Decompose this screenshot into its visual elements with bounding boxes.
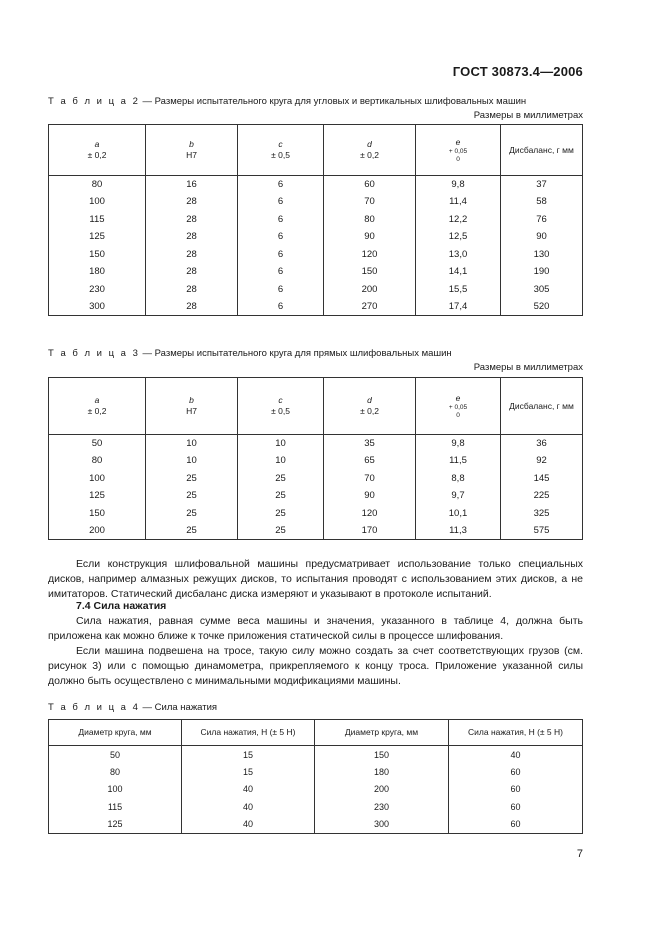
column-tolerance: ± 0,2 — [87, 406, 107, 416]
table-cell: 28 — [146, 263, 238, 281]
table-cell: 9,7 — [416, 487, 501, 505]
table-cell: 25 — [146, 470, 238, 488]
column-tolerance: + 0,05 — [448, 147, 468, 155]
table-cell: 25 — [238, 470, 324, 488]
table-row — [49, 228, 583, 246]
table-row — [49, 781, 583, 799]
table3-header-cell — [238, 378, 324, 435]
table3-header-cell — [324, 378, 416, 435]
table4-caption — [48, 702, 217, 713]
table-cell: 200 — [49, 522, 146, 540]
table-row — [49, 246, 583, 264]
table-cell: 65 — [324, 452, 416, 470]
table2-header-cell — [49, 125, 146, 176]
table-cell: 300 — [315, 816, 449, 834]
table-cell: 80 — [49, 176, 146, 194]
table4 — [48, 719, 583, 834]
table-cell: 25 — [238, 487, 324, 505]
table-cell: 115 — [49, 798, 182, 816]
column-tolerance: ± 0,5 — [271, 406, 290, 416]
table-cell: 12,2 — [416, 211, 501, 229]
column-symbol: b — [189, 139, 194, 149]
table-cell: 70 — [324, 193, 416, 211]
table-cell: 6 — [238, 193, 324, 211]
table-cell: 92 — [501, 452, 583, 470]
table-cell: 200 — [315, 781, 449, 799]
table-cell: 28 — [146, 298, 238, 316]
table-cell: 70 — [324, 470, 416, 488]
column-symbol: e — [455, 392, 461, 403]
page-number: 7 — [576, 848, 583, 860]
table-cell: 10 — [238, 452, 324, 470]
table-cell: 90 — [501, 228, 583, 246]
table-cell: 9,8 — [416, 435, 501, 453]
table4-label: Т а б л и ц а 4 — [48, 702, 140, 713]
table-cell: 325 — [501, 505, 583, 523]
table-cell: 17,4 — [416, 298, 501, 316]
table-cell: 80 — [49, 763, 182, 781]
table-cell: 12,5 — [416, 228, 501, 246]
table-cell: 100 — [49, 781, 182, 799]
table-cell: 300 — [49, 298, 146, 316]
column-symbol: e — [455, 136, 461, 147]
table-row — [49, 798, 583, 816]
table3 — [48, 377, 583, 540]
column-symbol: c — [278, 139, 283, 149]
table4-header-row — [49, 720, 583, 746]
table-cell: 50 — [49, 746, 182, 764]
table-cell: 40 — [182, 798, 315, 816]
table-cell: 35 — [324, 435, 416, 453]
table-cell: 90 — [324, 228, 416, 246]
table3-header-cell — [416, 378, 501, 435]
table-row — [49, 298, 583, 316]
table-cell: 60 — [324, 176, 416, 194]
table-row — [49, 505, 583, 523]
table-cell: 10,1 — [416, 505, 501, 523]
table3-caption — [48, 348, 452, 359]
table-cell: 575 — [501, 522, 583, 540]
table-row — [49, 746, 583, 764]
table-row — [49, 263, 583, 281]
table-cell: 28 — [146, 228, 238, 246]
table2-header-cell: Дисбаланс, г мм — [501, 125, 583, 176]
column-symbol: b — [189, 395, 194, 405]
table4-header-cell: Диаметр круга, мм — [315, 720, 449, 746]
section-title-7-4: 7.4 Сила нажатия — [76, 600, 167, 612]
table-row — [49, 522, 583, 540]
table-cell: 37 — [501, 176, 583, 194]
table-cell: 11,5 — [416, 452, 501, 470]
table-row — [49, 816, 583, 834]
table-cell: 520 — [501, 298, 583, 316]
table-cell: 180 — [315, 763, 449, 781]
table-cell: 230 — [315, 798, 449, 816]
table-cell: 10 — [238, 435, 324, 453]
table-cell: 58 — [501, 193, 583, 211]
table-cell: 11,3 — [416, 522, 501, 540]
table4-header-cell: Сила нажатия, Н (± 5 Н) — [449, 720, 583, 746]
table-cell: 120 — [324, 246, 416, 264]
table-cell: 28 — [146, 211, 238, 229]
table-cell: 6 — [238, 211, 324, 229]
table2-label: Т а б л и ц а 2 — [48, 96, 140, 107]
table-cell: 9,8 — [416, 176, 501, 194]
table2 — [48, 124, 583, 316]
column-tolerance: H7 — [186, 406, 197, 416]
table-cell: 125 — [49, 228, 146, 246]
table-cell: 60 — [449, 763, 583, 781]
table3-header-row — [49, 378, 583, 435]
table-cell: 270 — [324, 298, 416, 316]
column-tolerance-lower: 0 — [456, 155, 460, 163]
table-row — [49, 193, 583, 211]
table-row — [49, 435, 583, 453]
table-cell: 60 — [449, 816, 583, 834]
column-symbol: a — [94, 139, 100, 149]
table2-header-cell — [238, 125, 324, 176]
column-symbol: d — [367, 395, 372, 405]
table2-header-cell — [324, 125, 416, 176]
table3-header-cell — [49, 378, 146, 435]
table-cell: 230 — [49, 281, 146, 299]
table-cell: 225 — [501, 487, 583, 505]
paragraph-custom-discs: Если конструкция шлифовальной машины предусматривает использование только специальных дисков, например алмазных режущих дисков, то испытания проводят с использованием этих дисков, а не имитаторов. Статический дисбаланс диска измеряют и указывают в протоколе испытаний. — [48, 558, 583, 600]
table3-header-cell — [146, 378, 238, 435]
table-cell: 11,4 — [416, 193, 501, 211]
column-tolerance: + 0,05 — [448, 403, 468, 411]
table-cell: 28 — [146, 246, 238, 264]
table2-header-cell — [416, 125, 501, 176]
table-cell: 100 — [49, 193, 146, 211]
table-cell: 6 — [238, 263, 324, 281]
column-symbol: c — [278, 395, 283, 405]
table-cell: 6 — [238, 281, 324, 299]
document-code: ГОСТ 30873.4—2006 — [452, 64, 583, 79]
column-tolerance: ± 0,2 — [87, 150, 107, 160]
table-cell: 50 — [49, 435, 146, 453]
table-cell: 125 — [49, 487, 146, 505]
table-cell: 80 — [324, 211, 416, 229]
table-cell: 16 — [146, 176, 238, 194]
column-tolerance: ± 0,2 — [360, 150, 379, 160]
table-cell: 15 — [182, 763, 315, 781]
table-cell: 60 — [449, 798, 583, 816]
table-cell: 13,0 — [416, 246, 501, 264]
table-cell: 200 — [324, 281, 416, 299]
table-cell: 90 — [324, 487, 416, 505]
table-cell: 6 — [238, 228, 324, 246]
column-tolerance-lower: 0 — [456, 411, 460, 419]
table-cell: 80 — [49, 452, 146, 470]
table-cell: 6 — [238, 298, 324, 316]
column-symbol: d — [367, 139, 372, 149]
table4-title: — Сила нажатия — [139, 702, 218, 713]
column-tolerance: H7 — [186, 150, 197, 160]
table3-title: — Размеры испытательного круга для прямых шлифовальных машин — [139, 348, 452, 359]
table-row — [49, 470, 583, 488]
table-cell: 25 — [146, 505, 238, 523]
table-cell: 150 — [324, 263, 416, 281]
table-cell: 6 — [238, 246, 324, 264]
column-tolerance: ± 0,2 — [360, 406, 379, 416]
table-cell: 76 — [501, 211, 583, 229]
table-cell: 125 — [49, 816, 182, 834]
table-cell: 10 — [146, 452, 238, 470]
paragraph-pressing-force: Сила нажатия, равная сумме веса машины и значения, указанного в таблице 4, должна быть приложена как можно ближе к точке приложения статической силы в процессе шлифования. Если машина подвешена на тросе, такую силу можно создать за счет соответствующих грузов (см. рисунок 3) или с помощью динамометра, прикрепляемого к концу троса. Приложение указанной силы должно быть осуществлено с минимальными модификациями машины. — [48, 615, 583, 687]
column-tolerance: ± 0,5 — [271, 150, 290, 160]
table-cell: 180 — [49, 263, 146, 281]
table-row — [49, 763, 583, 781]
table-cell: 150 — [49, 505, 146, 523]
table-cell: 305 — [501, 281, 583, 299]
table-row — [49, 281, 583, 299]
table-cell: 120 — [324, 505, 416, 523]
table-cell: 40 — [182, 781, 315, 799]
table2-title: — Размеры испытательного круга для угловых и вертикальных шлифовальных машин — [139, 96, 527, 107]
table2-header-cell — [146, 125, 238, 176]
table-cell: 28 — [146, 193, 238, 211]
table-cell: 25 — [238, 505, 324, 523]
table2-header-row — [49, 125, 583, 176]
table-cell: 8,8 — [416, 470, 501, 488]
table-cell: 145 — [501, 470, 583, 488]
table-cell: 100 — [49, 470, 146, 488]
table-cell: 28 — [146, 281, 238, 299]
table-cell: 15 — [182, 746, 315, 764]
table-cell: 15,5 — [416, 281, 501, 299]
table-cell: 150 — [315, 746, 449, 764]
table-cell: 60 — [449, 781, 583, 799]
table-row — [49, 211, 583, 229]
table-cell: 25 — [146, 487, 238, 505]
table3-units: Размеры в миллиметрах — [473, 362, 583, 373]
table-row — [49, 176, 583, 194]
table-cell: 170 — [324, 522, 416, 540]
table-cell: 36 — [501, 435, 583, 453]
table-cell: 40 — [449, 746, 583, 764]
column-symbol: a — [94, 395, 100, 405]
table-cell: 25 — [238, 522, 324, 540]
table4-header-cell: Диаметр круга, мм — [49, 720, 182, 746]
table4-header-cell: Сила нажатия, Н (± 5 Н) — [182, 720, 315, 746]
table3-header-cell: Дисбаланс, г мм — [501, 378, 583, 435]
table-cell: 25 — [146, 522, 238, 540]
table-cell: 115 — [49, 211, 146, 229]
table-row — [49, 452, 583, 470]
table2-units: Размеры в миллиметрах — [473, 110, 583, 121]
table-cell: 40 — [182, 816, 315, 834]
table3-label: Т а б л и ц а 3 — [48, 348, 140, 359]
table-row — [49, 487, 583, 505]
table-cell: 14,1 — [416, 263, 501, 281]
table-cell: 150 — [49, 246, 146, 264]
table2-caption — [48, 96, 526, 107]
table-cell: 190 — [501, 263, 583, 281]
table-cell: 10 — [146, 435, 238, 453]
table-cell: 130 — [501, 246, 583, 264]
table-cell: 6 — [238, 176, 324, 194]
